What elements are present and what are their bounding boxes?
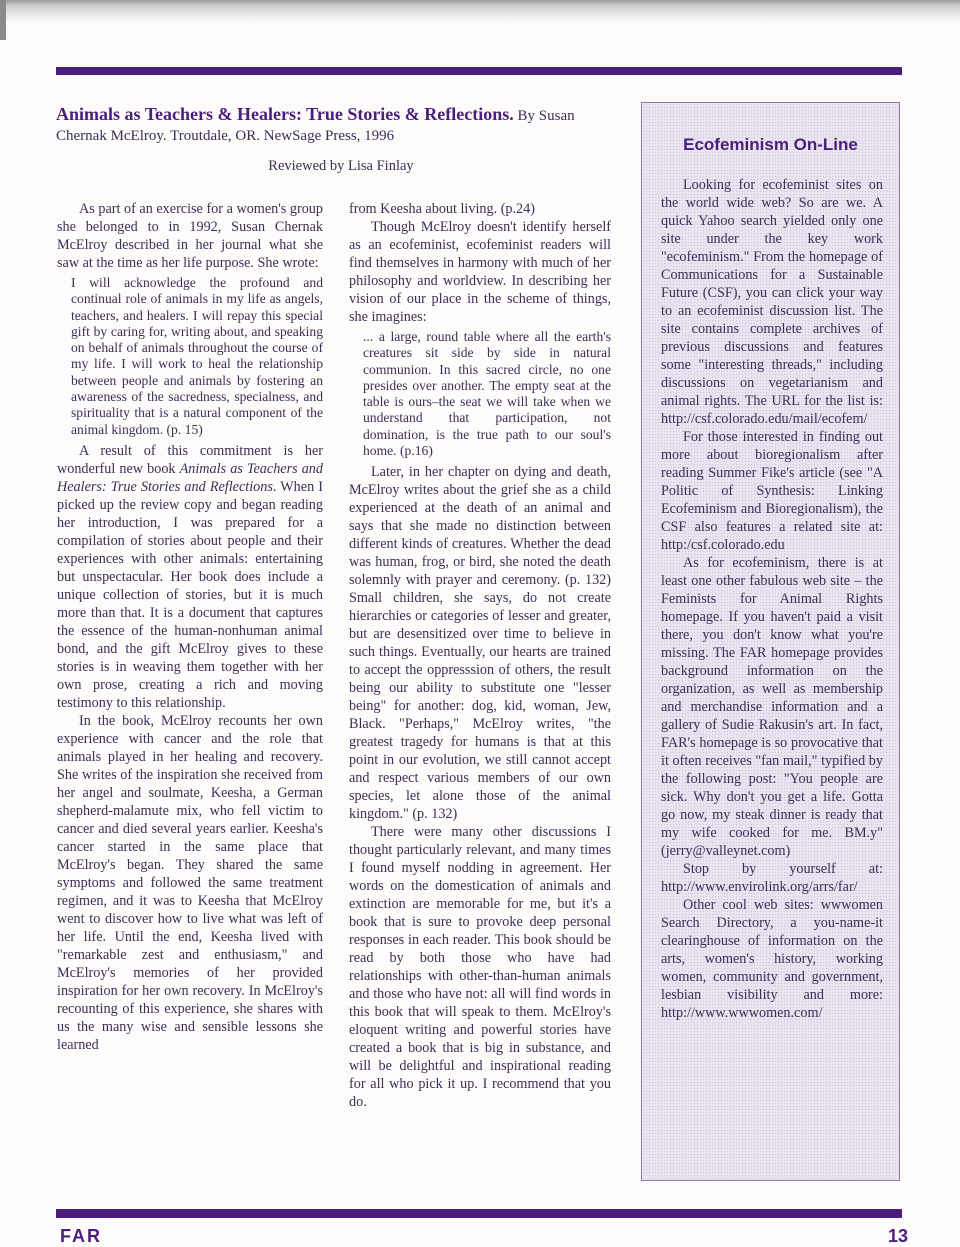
paragraph: Other cool web sites: wwwomen Search Directory, a you-name-it clearinghouse of information on the arts, women's history, working women, community and government, lesbian visibility and more: http://www.wwwomen.com/ bbox=[661, 897, 883, 1021]
paragraph: from Keesha about living. (p.24) bbox=[349, 201, 535, 217]
scan-edge-left bbox=[0, 0, 6, 40]
paragraph-text: A result of this commitment is her wonderful new book bbox=[57, 442, 323, 477]
paragraph: As part of an exercise for a women's group she belonged to in 1992, Susan Chernak McElroy described in her journal what she saw at the time as her life purpose. She wrote: bbox=[57, 201, 323, 271]
paragraph: Later, in her chapter on dying and death, McElroy writes about the grief she as a child experienced at the death of an animal and says that she made no distinction between different kinds of creatures. Whether the dead was human, frog, or bird, she noted the death solemnly with prayer and ceremony. (p. 132) Small children, she says, do not create hierarchies or categories of lesser and greater, but are desensitized over time to believe in such things. Eventually, our hearts are trained to accept the oppresssion of others, the result being our ability to substitute one "lesser being" for another: dog, kid, woman, Jew, Black. "Perhaps," McElroy writes, "the greatest tragedy for humans is that at this point in our evolution, we still cannot accept and respect various members of our own species, let alone those of the animal kingdom." (p. 132) bbox=[349, 464, 611, 823]
bottom-rule bbox=[56, 1209, 902, 1218]
book-publication: Chernak McElroy. Troutdale, OR. NewSage Press, 1996 bbox=[56, 128, 395, 144]
footer-publication: FAR bbox=[60, 1226, 102, 1246]
block-quote: I will acknowledge the profound and continual role of animals in my life as angels, teachers, and healers. I will repay this special gift by caring for, writing about, and speaking on behalf of animals throughout the course of my life. I will work to heal the relationship between people and animals by fostering an awareness of the sacredness, specialness, and spirituality that is a natural component of the animal kingdom. (p. 15) bbox=[71, 275, 323, 437]
page-number: 13 bbox=[888, 1226, 909, 1246]
book-author: By Susan bbox=[513, 108, 575, 124]
paragraph: There were many other discussions I thought particularly relevant, and many times I found myself nodding in agreement. Her words on the domestication of animals and extinction are memorable for me, but it's a book that is sure to provoke deep personal responses in each reader. This book should be read by both those who have had relationships with other-than-human animals and those who have not: all will find words in this book that will speak to them. McElroy's eloquent writing and powerful stories have created a book that is big in substance, and will be delightful and inspirational reading for all who pick it up. I recommend that you do. bbox=[349, 824, 611, 1111]
paragraph: For those interested in finding out more about bioregionalism after reading Summer Fike's article (see "A Politic of Synthesis: Linking Ecofeminism and Bioregionalism), the CSF also features a related site at: http:/csf.colorado.edu bbox=[661, 429, 883, 553]
reviewer-byline: Reviewed by Lisa Finlay bbox=[268, 158, 414, 174]
top-rule bbox=[56, 67, 902, 75]
sidebar-title: Ecofeminism On-Line bbox=[683, 135, 858, 154]
paragraph: Though McElroy doesn't identify herself as an ecofeminist, ecofeminist readers will find themselves in harmony with much of her philosophy and worldview. In describing her vision of our place in the scheme of things, she imagines: bbox=[349, 219, 611, 325]
paragraph: In the book, McElroy recounts her own experience with cancer and the role that animals played in her healing and recovery. She writes of the inspiration she received from her angel and soulmate, Keesha, a German shepherd-malamute mix, who fell victim to cancer and died several years earlier. Keesha's cancer started in the same place that McElroy's began. They shared the same symptoms and followed the same treatment regimen, and it was to Keesha that McElroy went to discover how to live what was left of her life. Until the end, Keesha lived with "remarkable zest and enthusiasm," and McElroy's memories of her provided inspiration for her own recovery. In McElroy's recounting of this experience, she shares with us the many wise and sensible lessons she learned bbox=[57, 712, 323, 1053]
book-title-italic: Animals as Teachers and Healers: True Stories and Reflections bbox=[57, 460, 323, 495]
scan-edge bbox=[0, 0, 960, 24]
block-quote: ... a large, round table where all the earth's creatures sit side by side in natural communion. In this sacred circle, no one presides over another. The empty seat at the table is ours–the seat we will take when we understand that participation, not domination, is the true path to our soul's home. (p.16) bbox=[363, 329, 611, 459]
paragraph bbox=[57, 442, 323, 712]
paragraph-text: . When I picked up the review copy and began reading her introduction, I was prepared for a compilation of stories about people and their experiences with other animals: entertaining but unspectacular. Her book does include a unique collection of stories, but it is much more than that. It is a document that captures the essence of the human-nonhuman animal bond, and the gift McElroy gives to these stories is in weaving them together with her own prose, creating a rich and moving testimony to this relationship. bbox=[57, 478, 324, 711]
paragraph: Stop by yourself at: http://www.envirolink.org/arrs/far/ bbox=[661, 861, 883, 895]
sidebar-box bbox=[641, 102, 900, 1181]
book-title: Animals as Teachers & Healers: True Stories & Reflections. bbox=[56, 104, 514, 124]
paragraph: As for ecofeminism, there is at least one other fabulous web site – the Feminists for Animal Rights homepage. If you haven't paid a visit there, you don't know what you're missing. The FAR homepage provides background information on the organization, as well as membership and merchandise information and a gallery of Sudie Rakusin's art. In fact, FAR's homepage is so provocative that it often receives "fan mail," typified by the following post: "You people are sick. Why don't you get a life. Gotta go now, my steak dinner is ready that my wife cooked for me. BM.y" (jerry@valleynet.com) bbox=[661, 555, 883, 859]
review-column-1 bbox=[57, 200, 323, 1054]
paragraph: Looking for ecofeminist sites on the world wide web? So are we. A quick Yahoo search yielded only one site under the key work "ecofeminism." From the homepage of Communications for a Sustainable Future (CSF), you can click your way to an ecofeminist discussion list. The site contains complete archives of previous discussions and features some "interesting threads," including discussions on vegetarianism and animal rights. The URL for the list is: http://csf.colorado.edu/mail/ecofem/ bbox=[661, 177, 883, 427]
sidebar-body bbox=[661, 176, 883, 1022]
review-heading bbox=[56, 104, 626, 146]
review-column-2 bbox=[349, 200, 611, 1111]
